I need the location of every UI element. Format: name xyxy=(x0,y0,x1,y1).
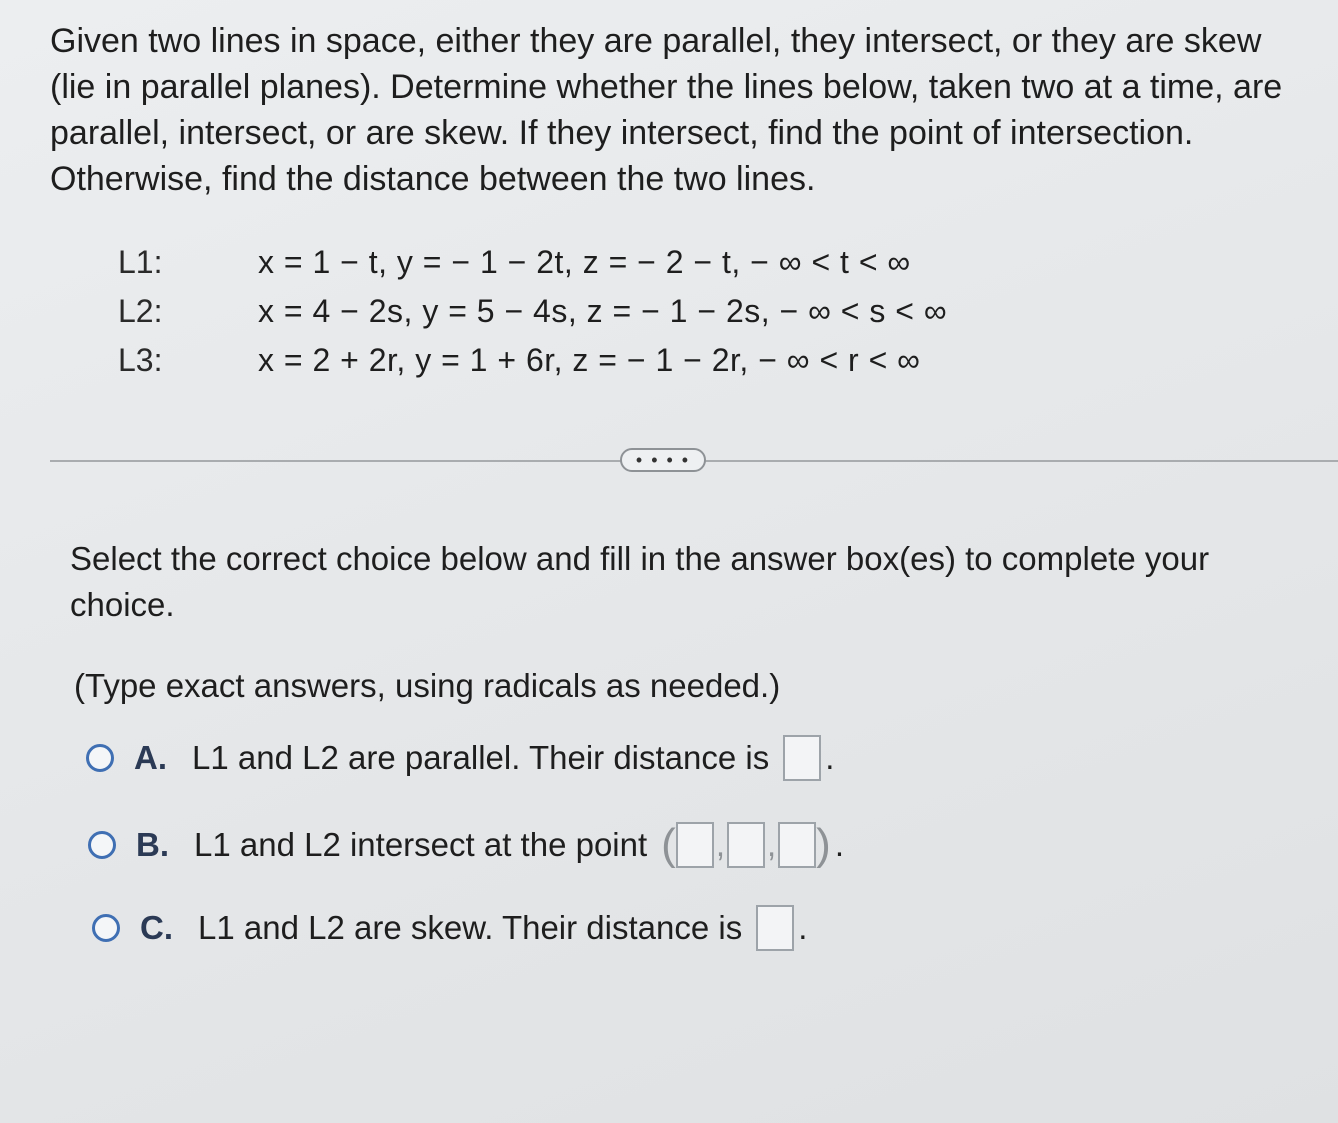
hint-text: (Type exact answers, using radicals as needed.) xyxy=(74,667,781,704)
instructions-text: Select the correct choice below and fill in the answer box(es) to complete your choice. xyxy=(70,540,1210,623)
period: . xyxy=(825,739,835,776)
line-row-l1 xyxy=(118,238,947,287)
comma: , xyxy=(715,826,725,863)
line-equation: x = 1 − t, y = − 1 − 2t, z = − 2 − t, − ∞ < t < ∞ xyxy=(258,244,911,280)
choice-b[interactable] xyxy=(88,820,844,870)
question-text: Given two lines in space, either they are parallel, they intersect, or they are skew (lie in parallel planes). Determine whether the lines below, taken two at a time, are parallel, intersect, or are skew. If they intersect, find the point of intersection. Otherwise, find the distance between the two lines. xyxy=(50,22,1283,198)
choice-letter: B. xyxy=(136,826,169,863)
line-label: L3: xyxy=(118,342,163,378)
choice-c[interactable] xyxy=(92,905,807,951)
line-equations xyxy=(118,238,947,385)
choice-text: L1 and L2 are parallel. Their distance is xyxy=(192,739,770,776)
expand-more-button[interactable]: • • • • xyxy=(620,448,706,472)
line-equation: x = 2 + 2r, y = 1 + 6r, z = − 1 − 2r, − ∞ < r < ∞ xyxy=(258,342,921,378)
choice-letter: C. xyxy=(140,909,173,946)
answer-box-point-z[interactable] xyxy=(778,822,816,868)
choice-letter: A. xyxy=(134,739,167,776)
period: . xyxy=(798,909,808,946)
close-paren: ) xyxy=(816,820,831,869)
answer-box-distance-skew[interactable] xyxy=(756,905,794,951)
radio-button-c[interactable] xyxy=(92,914,120,942)
line-label: L2: xyxy=(118,293,163,329)
line-row-l2 xyxy=(118,287,947,336)
comma: , xyxy=(766,826,777,863)
open-paren: ( xyxy=(661,820,676,869)
choice-text: L1 and L2 are skew. Their distance is xyxy=(198,909,743,946)
period: . xyxy=(834,826,844,863)
choice-a[interactable] xyxy=(86,735,834,781)
choice-text: L1 and L2 intersect at the point xyxy=(194,826,648,863)
line-row-l3 xyxy=(118,336,947,385)
line-equation: x = 4 − 2s, y = 5 − 4s, z = − 1 − 2s, − ∞ < s < ∞ xyxy=(258,293,948,329)
radio-button-a[interactable] xyxy=(86,744,114,772)
line-label: L1: xyxy=(118,244,163,280)
answer-box-distance-parallel[interactable] xyxy=(783,735,821,781)
point-input-group xyxy=(661,820,831,870)
answer-box-point-x[interactable] xyxy=(676,822,714,868)
answer-box-point-y[interactable] xyxy=(727,822,765,868)
radio-button-b[interactable] xyxy=(88,831,116,859)
